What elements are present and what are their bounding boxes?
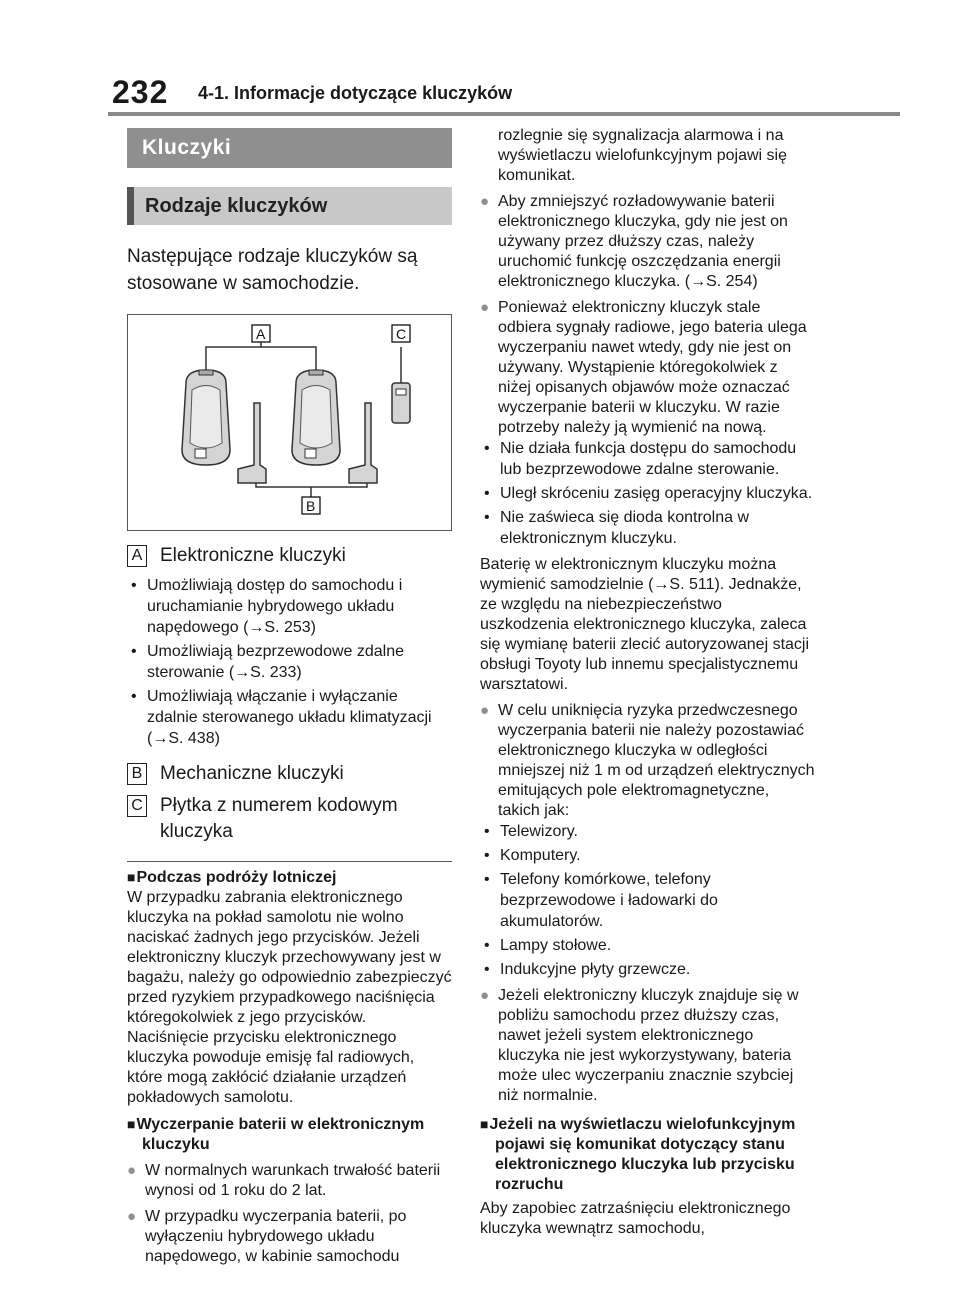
symptom-bullets bbox=[480, 438, 815, 549]
item-a-bullets bbox=[127, 575, 452, 749]
figure-label-c: C bbox=[396, 326, 407, 342]
section-heading: ■ Jeżeli na wyświetlaczu wielofunkcyjnym pojawi się komunikat dotyczący stanu elektronicznego kluczyka lub przycisku rozruchu bbox=[480, 1114, 815, 1195]
list-item: • Umożliwiają bezprzewodowe zdalne sterowanie (→S. 233) bbox=[127, 641, 452, 683]
item-c-letter: C bbox=[127, 795, 147, 817]
battery-paragraph: Baterię w elektronicznym kluczyku można wymienić samodzielnie (→S. 511). Jednakże, ze względu na niebezpieczeństwo uszkodzenia elektronicznego kluczyka, zaleca się wymianę baterii zlecić autoryzowanej stacji obsługi Toyoty lub innemu specjalistycznemu warsztatowi. bbox=[480, 556, 810, 693]
smart-key-1-icon bbox=[182, 370, 230, 465]
smart-key-2-icon bbox=[292, 370, 340, 465]
dot-item: ● W przypadku wyczerpania baterii, po wyłączeniu hybrydowego układu napędowego, w kabinie samochodu bbox=[127, 1207, 452, 1267]
continued-text: rozlegnie się sygnalizacja alarmowa i na wyświetlaczu wielofunkcyjnym pojawi się komunikat. bbox=[498, 127, 787, 184]
section-heading: ■ Wyczerpanie baterii w elektronicznym kluczyku bbox=[127, 1114, 452, 1155]
item-a-title: Elektroniczne kluczyki bbox=[160, 545, 346, 566]
section-text: W przypadku zabrania elektronicznego kluczyka na pokład samolotu nie wolno naciskać żadnych jego przycisków. Jeżeli elektroniczny kluczyk przechowywany jest w bagażu, należy go odpowiednio zabezpieczyć przed ryzykiem przypadkowego naciśnięcia któregokolwiek z jego przycisków. Naciśnięcie przycisku elektronicznego kluczyka powoduje emisję fal radiowych, które mogą zakłócić działanie urządzeń pokładowych samolotu. bbox=[127, 889, 452, 1106]
item-c-title: Płytka z numerem kodowym kluczyka bbox=[160, 795, 398, 842]
item-a bbox=[127, 543, 452, 569]
list-item: • Umożliwiają dostęp do samochodu i uruchamianie hybrydowego układu napędowego (→S. 253) bbox=[127, 575, 452, 638]
item-b-letter: B bbox=[127, 763, 147, 785]
left-column bbox=[127, 128, 452, 1267]
keys-illustration bbox=[128, 315, 451, 530]
item-c bbox=[127, 793, 452, 845]
figure-label-b: B bbox=[306, 498, 316, 514]
chapter-title: 4-1. Informacje dotyczące kluczyków bbox=[198, 83, 513, 103]
intro-text: Następujące rodzaje kluczyków są stosowane w samochodzie. bbox=[127, 246, 418, 294]
right-column bbox=[480, 126, 815, 1239]
section-text: Aby zapobiec zatrzaśnięciu elektronicznego kluczyka wewnątrz samochodu, bbox=[480, 1200, 791, 1237]
code-plate-icon bbox=[392, 383, 410, 423]
mechanical-key-2-icon bbox=[349, 403, 377, 483]
subsection-band: Rodzaje kluczyków bbox=[127, 187, 452, 225]
dot-item: ● Jeżeli elektroniczny kluczyk znajduje się w pobliżu samochodu przez dłuższy czas, nawet jeżeli system elektronicznego kluczyka nie jest wykorzystywany, bateria może ulec wyczerpaniu znacznie szybciej niż normalnie. bbox=[480, 986, 815, 1106]
dot-item: ● W celu uniknięcia ryzyka przedwczesnego wyczerpania baterii nie należy pozostawiać elektronicznego kluczyka w odległości mniejszej niż 1 m od urządzeń elektrycznych emitujących pole elektromagnetyczne, takich jak: bbox=[480, 701, 815, 821]
item-a-letter: A bbox=[127, 545, 147, 567]
page-number: 232 bbox=[112, 74, 169, 110]
item-b bbox=[127, 761, 452, 787]
figure-label-a: A bbox=[256, 326, 266, 342]
list-item: • Komputery. bbox=[480, 845, 815, 866]
header-rule bbox=[108, 112, 900, 116]
section-heading: ■ Podczas podróży lotniczej bbox=[127, 867, 452, 888]
list-item: • Telewizory. bbox=[480, 821, 815, 842]
item-b-title: Mechaniczne kluczyki bbox=[160, 763, 344, 784]
list-item: • Indukcyjne płyty grzewcze. bbox=[480, 959, 815, 980]
keys-figure bbox=[127, 314, 452, 531]
device-bullets bbox=[480, 821, 815, 980]
list-item: • Umożliwiają włączanie i wyłączanie zdalnie sterowanego układu klimatyzacji (→S. 438) bbox=[127, 686, 452, 749]
mechanical-key-1-icon bbox=[238, 403, 266, 483]
dot-item: ● Aby zmniejszyć rozładowywanie baterii elektronicznego kluczyka, gdy nie jest on używany przez dłuższy czas, należy uruchomić funkcję oszczędzania energii elektronicznego kluczyka. (→S. 254) bbox=[480, 192, 815, 292]
list-item: • Nie zaświeca się dioda kontrolna w elektronicznym kluczyku. bbox=[480, 507, 815, 549]
list-item: • Telefony komórkowe, telefony bezprzewodowe i ładowarki do akumulatorów. bbox=[480, 869, 815, 932]
dot-item: ● W normalnych warunkach trwałość baterii wynosi od 1 roku do 2 lat. bbox=[127, 1161, 452, 1201]
list-item: • Uległ skróceniu zasięg operacyjny kluczyka. bbox=[480, 483, 815, 504]
dot-item: ● Ponieważ elektroniczny kluczyk stale odbiera sygnały radiowe, jego bateria ulega wyczerpaniu nawet wtedy, gdy nie jest on używany. Wystąpienie któregokolwiek z niżej opisanych objawów może oznaczać wyczerpanie baterii w kluczyku. W razie potrzeby należy ją wymienić na nową. bbox=[480, 298, 815, 438]
list-item: • Lampy stołowe. bbox=[480, 935, 815, 956]
list-item: • Nie działa funkcja dostępu do samochodu lub bezprzewodowe zdalne sterowanie. bbox=[480, 438, 815, 480]
section-divider bbox=[127, 861, 452, 862]
section-band: Kluczyki bbox=[127, 128, 452, 168]
